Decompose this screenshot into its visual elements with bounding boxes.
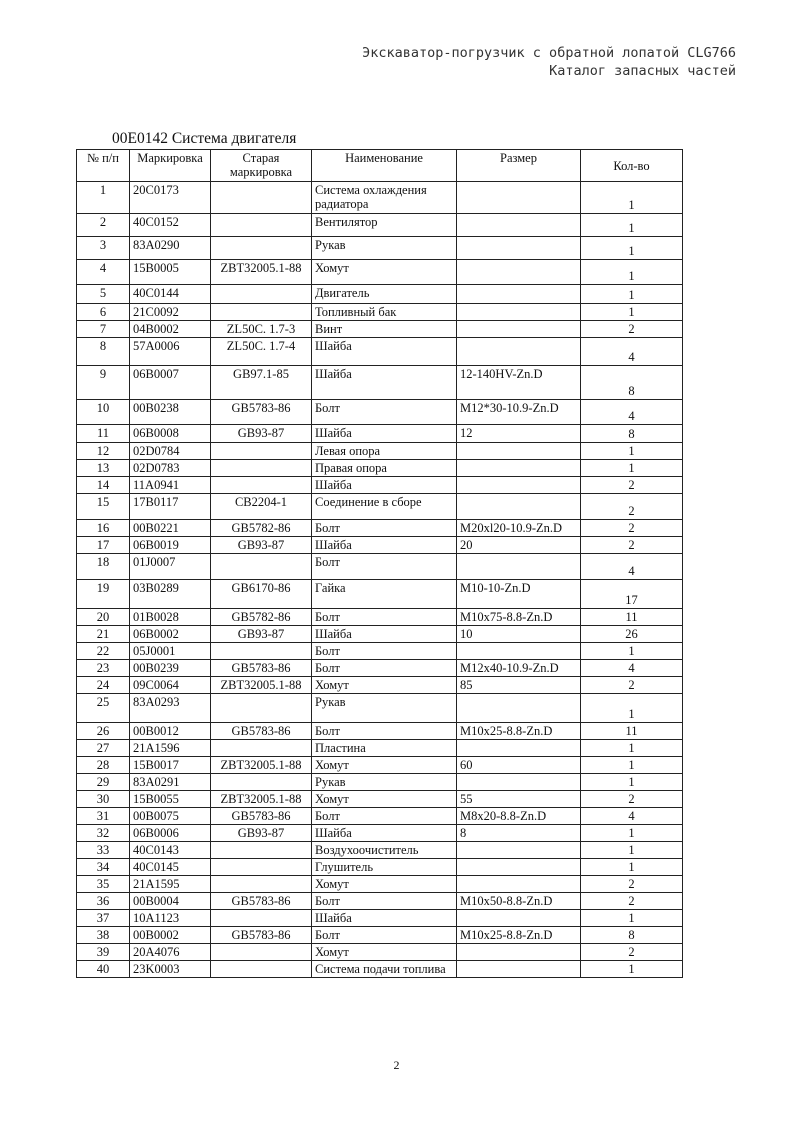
table-row [77,660,683,677]
cell-number: 20 [77,609,130,626]
cell-size: M12*30-10.9-Zn.D [457,400,581,425]
cell-old-marking: GB5782-86 [211,520,312,537]
cell-old-marking [211,694,312,723]
cell-name: Топливный бак [312,304,457,321]
cell-old-marking [211,477,312,494]
cell-marking: 00B0004 [130,893,211,910]
cell-quantity: 2 [581,520,683,537]
cell-number: 38 [77,927,130,944]
cell-number: 5 [77,285,130,304]
cell-marking: 06B0019 [130,537,211,554]
cell-marking: 09C0064 [130,677,211,694]
cell-old-marking: ZBT32005.1-88 [211,677,312,694]
cell-size [457,876,581,893]
cell-quantity: 1 [581,740,683,757]
cell-name: Хомут [312,944,457,961]
cell-old-marking: GB5783-86 [211,927,312,944]
cell-number: 15 [77,494,130,520]
cell-size [457,182,581,214]
cell-size: 12-140HV-Zn.D [457,366,581,400]
cell-name: Шайба [312,366,457,400]
cell-quantity: 8 [581,425,683,443]
cell-size: M10-10-Zn.D [457,580,581,609]
cell-marking: 40C0152 [130,214,211,237]
cell-quantity: 1 [581,774,683,791]
cell-old-marking: GB93-87 [211,825,312,842]
table-row [77,366,683,400]
table-row [77,757,683,774]
cell-size [457,460,581,477]
header-catalog-title: Каталог запасных частей [549,63,736,79]
cell-old-marking [211,554,312,580]
cell-old-marking: GB5783-86 [211,400,312,425]
cell-quantity: 1 [581,842,683,859]
table-row [77,214,683,237]
cell-quantity: 4 [581,808,683,825]
cell-size: M10x25-8.8-Zn.D [457,927,581,944]
cell-number: 22 [77,643,130,660]
cell-old-marking [211,443,312,460]
cell-marking: 23K0003 [130,961,211,978]
cell-old-marking: ZL50C. 1.7-3 [211,321,312,338]
cell-quantity: 1 [581,182,683,214]
table-row [77,237,683,260]
cell-name: Хомут [312,677,457,694]
cell-name: Болт [312,723,457,740]
cell-size [457,643,581,660]
table-row [77,893,683,910]
header-machine-title: Экскаватор-погрузчик с обратной лопатой CLG766 [362,45,736,61]
table-row [77,321,683,338]
cell-name: Болт [312,893,457,910]
cell-size [457,910,581,927]
cell-size [457,285,581,304]
cell-size: 60 [457,757,581,774]
cell-quantity: 4 [581,554,683,580]
cell-name: Шайба [312,910,457,927]
table-row [77,808,683,825]
cell-marking: 04B0002 [130,321,211,338]
cell-quantity: 1 [581,460,683,477]
cell-size [457,321,581,338]
cell-old-marking: GB5783-86 [211,660,312,677]
cell-name: Соединение в сборе [312,494,457,520]
table-row [77,338,683,366]
cell-marking: 00B0002 [130,927,211,944]
cell-quantity: 1 [581,643,683,660]
cell-quantity: 1 [581,825,683,842]
cell-size [457,694,581,723]
cell-old-marking [211,774,312,791]
col-header-number: № п/п [77,150,130,182]
cell-size [457,554,581,580]
cell-old-marking: CB2204-1 [211,494,312,520]
cell-quantity: 2 [581,321,683,338]
cell-quantity: 2 [581,893,683,910]
cell-marking: 17B0117 [130,494,211,520]
cell-number: 34 [77,859,130,876]
cell-quantity: 4 [581,400,683,425]
cell-size: M10x75-8.8-Zn.D [457,609,581,626]
cell-size: M10x25-8.8-Zn.D [457,723,581,740]
cell-quantity: 1 [581,443,683,460]
cell-number: 16 [77,520,130,537]
cell-old-marking [211,643,312,660]
cell-name: Система подачи топлива [312,961,457,978]
cell-number: 14 [77,477,130,494]
cell-old-marking: GB93-87 [211,626,312,643]
cell-quantity: 8 [581,927,683,944]
cell-marking: 57A0006 [130,338,211,366]
cell-number: 27 [77,740,130,757]
cell-marking: 00B0238 [130,400,211,425]
cell-marking: 06B0006 [130,825,211,842]
cell-size [457,944,581,961]
cell-quantity: 2 [581,494,683,520]
cell-number: 7 [77,321,130,338]
cell-quantity: 1 [581,961,683,978]
cell-old-marking: GB93-87 [211,537,312,554]
cell-name: Болт [312,609,457,626]
cell-quantity: 4 [581,660,683,677]
cell-name: Рукав [312,237,457,260]
cell-name: Гайка [312,580,457,609]
cell-name: Шайба [312,626,457,643]
cell-number: 30 [77,791,130,808]
cell-size [457,443,581,460]
cell-marking: 40C0145 [130,859,211,876]
cell-marking: 21A1596 [130,740,211,757]
cell-size [457,338,581,366]
table-row [77,927,683,944]
cell-number: 11 [77,425,130,443]
cell-old-marking [211,910,312,927]
cell-size [457,237,581,260]
table-row [77,494,683,520]
table-row [77,460,683,477]
table-row [77,694,683,723]
cell-name: Шайба [312,425,457,443]
cell-quantity: 2 [581,677,683,694]
cell-marking: 00B0075 [130,808,211,825]
cell-quantity: 1 [581,285,683,304]
col-header-marking: Маркировка [130,150,211,182]
cell-marking: 00B0221 [130,520,211,537]
cell-size [457,842,581,859]
cell-quantity: 2 [581,876,683,893]
table-header-row [77,150,683,182]
table-row [77,643,683,660]
cell-name: Пластина [312,740,457,757]
cell-old-marking [211,876,312,893]
cell-number: 12 [77,443,130,460]
cell-quantity: 17 [581,580,683,609]
cell-old-marking: ZL50C. 1.7-4 [211,338,312,366]
cell-name: Хомут [312,876,457,893]
cell-name: Шайба [312,477,457,494]
cell-marking: 20A4076 [130,944,211,961]
cell-number: 4 [77,260,130,285]
cell-number: 40 [77,961,130,978]
cell-name: Шайба [312,338,457,366]
cell-size: 55 [457,791,581,808]
cell-marking: 01J0007 [130,554,211,580]
cell-size [457,859,581,876]
cell-name: Шайба [312,825,457,842]
cell-marking: 15B0017 [130,757,211,774]
cell-number: 29 [77,774,130,791]
cell-quantity: 2 [581,537,683,554]
cell-marking: 01B0028 [130,609,211,626]
cell-old-marking [211,859,312,876]
cell-name: Правая опора [312,460,457,477]
cell-marking: 20C0173 [130,182,211,214]
cell-quantity: 26 [581,626,683,643]
cell-old-marking: GB97.1-85 [211,366,312,400]
cell-number: 26 [77,723,130,740]
cell-old-marking: ZBT32005.1-88 [211,757,312,774]
cell-quantity: 8 [581,366,683,400]
table-row [77,723,683,740]
cell-old-marking [211,842,312,859]
cell-number: 35 [77,876,130,893]
cell-quantity: 2 [581,791,683,808]
cell-name: Болт [312,927,457,944]
cell-name: Воздухоочиститель [312,842,457,859]
cell-old-marking: GB5782-86 [211,609,312,626]
cell-number: 6 [77,304,130,321]
cell-quantity: 2 [581,944,683,961]
cell-number: 13 [77,460,130,477]
cell-number: 23 [77,660,130,677]
table-row [77,580,683,609]
cell-quantity: 1 [581,757,683,774]
cell-old-marking [211,961,312,978]
cell-number: 32 [77,825,130,842]
cell-marking: 40C0144 [130,285,211,304]
cell-quantity: 1 [581,214,683,237]
cell-quantity: 4 [581,338,683,366]
table-row [77,626,683,643]
cell-old-marking [211,944,312,961]
table-row [77,477,683,494]
cell-size: M12x40-10.9-Zn.D [457,660,581,677]
cell-size: 20 [457,537,581,554]
table-row [77,537,683,554]
cell-marking: 00B0239 [130,660,211,677]
table-row [77,842,683,859]
col-header-name: Наименование [312,150,457,182]
cell-name: Двигатель [312,285,457,304]
cell-old-marking [211,214,312,237]
cell-marking: 02D0784 [130,443,211,460]
table-row [77,425,683,443]
parts-table [76,149,683,978]
cell-name: Вентилятор [312,214,457,237]
cell-quantity: 1 [581,859,683,876]
cell-name: Хомут [312,757,457,774]
cell-number: 18 [77,554,130,580]
cell-number: 3 [77,237,130,260]
cell-name: Болт [312,520,457,537]
cell-size [457,304,581,321]
cell-name: Болт [312,554,457,580]
cell-number: 8 [77,338,130,366]
cell-number: 28 [77,757,130,774]
section-title: 00E0142 Система двигателя [112,130,297,147]
cell-number: 33 [77,842,130,859]
cell-name: Глушитель [312,859,457,876]
cell-marking: 21A1595 [130,876,211,893]
cell-name: Болт [312,643,457,660]
cell-marking: 10A1123 [130,910,211,927]
cell-number: 1 [77,182,130,214]
table-row [77,910,683,927]
cell-old-marking [211,740,312,757]
cell-quantity: 11 [581,609,683,626]
table-row [77,400,683,425]
cell-number: 10 [77,400,130,425]
table-row [77,609,683,626]
cell-old-marking [211,285,312,304]
cell-size [457,214,581,237]
table-row [77,774,683,791]
cell-marking: 83A0293 [130,694,211,723]
cell-old-marking: ZBT32005.1-88 [211,791,312,808]
table-row [77,859,683,876]
cell-number: 25 [77,694,130,723]
cell-size: 12 [457,425,581,443]
cell-name: Рукав [312,694,457,723]
cell-size [457,494,581,520]
table-row [77,520,683,537]
cell-old-marking [211,304,312,321]
cell-marking: 83A0290 [130,237,211,260]
cell-old-marking: GB93-87 [211,425,312,443]
cell-size [457,477,581,494]
cell-marking: 15B0005 [130,260,211,285]
cell-size [457,961,581,978]
table-row [77,677,683,694]
cell-marking: 15B0055 [130,791,211,808]
cell-size: M8x20-8.8-Zn.D [457,808,581,825]
table-row [77,825,683,842]
cell-size: 8 [457,825,581,842]
cell-old-marking [211,460,312,477]
cell-marking: 03B0289 [130,580,211,609]
cell-name: Болт [312,660,457,677]
cell-number: 21 [77,626,130,643]
cell-name: Болт [312,400,457,425]
cell-name: Левая опора [312,443,457,460]
cell-marking: 06B0002 [130,626,211,643]
cell-marking: 21C0092 [130,304,211,321]
col-header-quantity: Кол-во [581,150,683,182]
cell-number: 39 [77,944,130,961]
page-number: 2 [393,1058,400,1072]
cell-number: 9 [77,366,130,400]
cell-name: Болт [312,808,457,825]
table-row [77,304,683,321]
cell-number: 31 [77,808,130,825]
cell-old-marking: GB5783-86 [211,893,312,910]
cell-size [457,740,581,757]
cell-marking: 06B0008 [130,425,211,443]
cell-name: Хомут [312,260,457,285]
cell-marking: 40C0143 [130,842,211,859]
cell-number: 17 [77,537,130,554]
table-row [77,443,683,460]
cell-name: Рукав [312,774,457,791]
cell-size [457,260,581,285]
cell-old-marking [211,182,312,214]
cell-number: 24 [77,677,130,694]
table-row [77,740,683,757]
parts-table-body [77,182,683,978]
col-header-size: Размер [457,150,581,182]
cell-quantity: 1 [581,694,683,723]
cell-old-marking: GB5783-86 [211,723,312,740]
cell-marking: 05J0001 [130,643,211,660]
table-row [77,285,683,304]
cell-quantity: 1 [581,910,683,927]
col-header-old-marking: Старая маркировка [211,150,312,182]
cell-name: Хомут [312,791,457,808]
cell-size: 10 [457,626,581,643]
cell-size: M20xl20-10.9-Zn.D [457,520,581,537]
cell-number: 2 [77,214,130,237]
table-row [77,791,683,808]
cell-quantity: 1 [581,304,683,321]
cell-name: Шайба [312,537,457,554]
table-row [77,182,683,214]
cell-quantity: 1 [581,260,683,285]
cell-marking: 00B0012 [130,723,211,740]
document-header [362,44,736,80]
cell-number: 37 [77,910,130,927]
table-row [77,876,683,893]
cell-number: 36 [77,893,130,910]
cell-size: 85 [457,677,581,694]
cell-marking: 02D0783 [130,460,211,477]
cell-old-marking [211,237,312,260]
cell-name: Система охлаждения радиатора [312,182,457,214]
cell-marking: 11A0941 [130,477,211,494]
table-row [77,944,683,961]
table-row [77,260,683,285]
table-row [77,961,683,978]
table-row [77,554,683,580]
cell-number: 19 [77,580,130,609]
cell-quantity: 1 [581,237,683,260]
cell-old-marking: GB6170-86 [211,580,312,609]
cell-old-marking: ZBT32005.1-88 [211,260,312,285]
cell-quantity: 11 [581,723,683,740]
cell-size: M10x50-8.8-Zn.D [457,893,581,910]
cell-quantity: 2 [581,477,683,494]
cell-size [457,774,581,791]
cell-old-marking: GB5783-86 [211,808,312,825]
cell-name: Винт [312,321,457,338]
cell-marking: 06B0007 [130,366,211,400]
cell-marking: 83A0291 [130,774,211,791]
